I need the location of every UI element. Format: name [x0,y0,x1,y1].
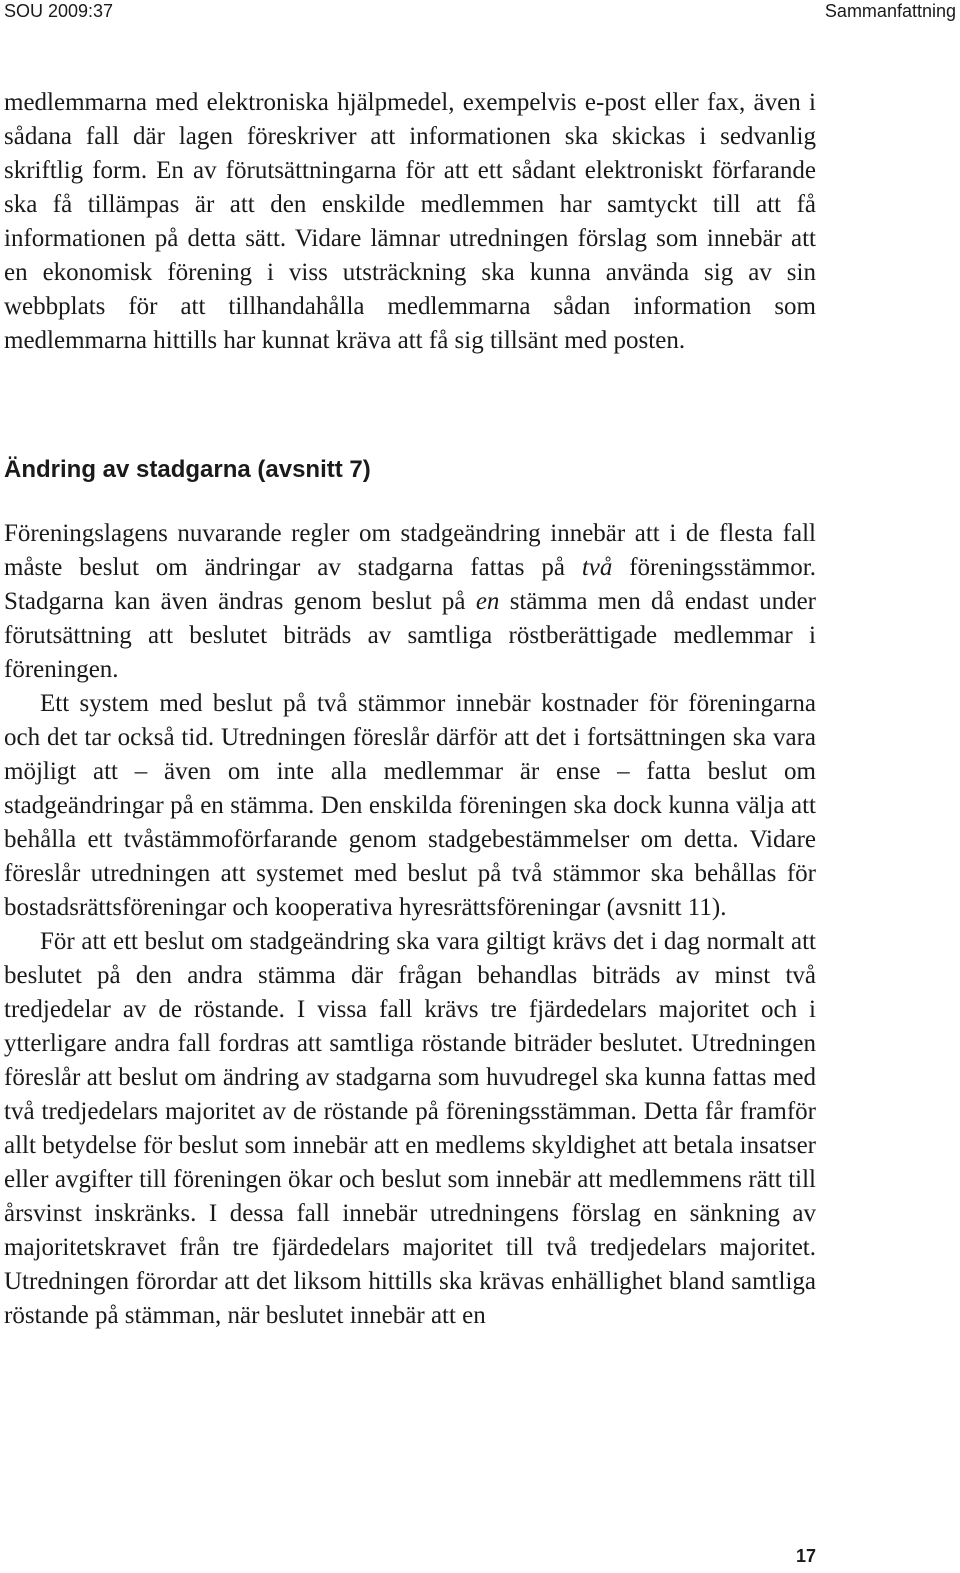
page-number: 17 [795,1546,816,1566]
emphasis-text: en [475,588,500,615]
paragraph-text: stämma men då endast under förutsättning att beslutet biträds av samtliga röstberättigade medlemmar i föreningen. [4,588,817,683]
chapter-title: Sammanfattning [824,1,956,21]
paragraph [4,517,816,687]
section-text-block [4,517,816,1333]
running-header [0,0,960,28]
section-heading: Ändring av stadgarna (avsnitt 7) [4,456,371,483]
paragraph: För att ett beslut om stadgeändring ska vara giltigt krävs det i dag normalt att beslutet på den andra stämma där frågan behandlas biträds av minst två tredjedelar av de röstande. I vissa fall krävs tre fjärdedelars majoritet och i ytterligare andra fall fordras att samtliga röstande biträder beslutet. Utredningen föreslår att beslut om ändring av stadgarna som huvudregel ska kunna fattas med två tredjedelars majoritet av de röstande på föreningsstämman. Detta får framför allt betydelse för beslut som innebär att en medlems skyldighet att betala insatser eller avgifter till föreningen ökar och beslut som innebär att medlemmens rätt till årsvinst inskränks. I dessa fall innebär utredningens förslag en sänkning av majoritetskravet från tre fjärdedelars majoritet till två tredjedelars majoritet. Utredningen förordar att det liksom hittills ska krävas enhällighet bland samtliga röstande på stämman, när beslutet innebär att en [4,928,816,1329]
paragraph: medlemmarna med elektroniska hjälpmedel, exempelvis e-post eller fax, även i sådana fall där lagen föreskriver att informationen ska skickas i sedvanlig skriftlig form. En av förutsättningarna för att ett sådant elektroniskt förfarande ska få tillämpas är att den enskilde medlemmen har samtyckt till att få informationen på detta sätt. Vidare lämnar utredningen förslag som innebär att en ekonomisk förening i viss utsträckning ska kunna använda sig av sin webbplats för att tillhandahålla medlemmarna sådan information som medlemmarna hittills har kunnat kräva att få sig tillsänt med posten. [4,89,816,354]
paragraph-text: Föreningslagens nuvarande regler om stadgeändring innebär att i de flesta fall måste beslut om ändringar av stadgarna fattas på [4,520,816,581]
paragraph: Ett system med beslut på två stämmor innebär kostnader för föreningarna och det tar också tid. Utredningen föreslår därför att det i fortsättningen ska vara möjligt att – även om inte alla medlemmar är ense – fatta beslut om stadgeändringar på en stämma. Den enskilda föreningen ska dock kunna välja att behålla ett tvåstämmoförfarande genom stadgebestämmelser om detta. Vidare föreslår utredningen att systemet med beslut på två stämmor ska behållas för bostadsrättsföreningar och kooperativa hyresrättsföreningar (avsnitt 11). [4,690,816,921]
emphasis-text: två [581,554,613,581]
intro-text-block [4,86,816,358]
paragraph-text: föreningsstämmor. Stadgarna kan även ändras genom beslut på [4,554,817,615]
document-reference: SOU 2009:37 [4,1,114,21]
